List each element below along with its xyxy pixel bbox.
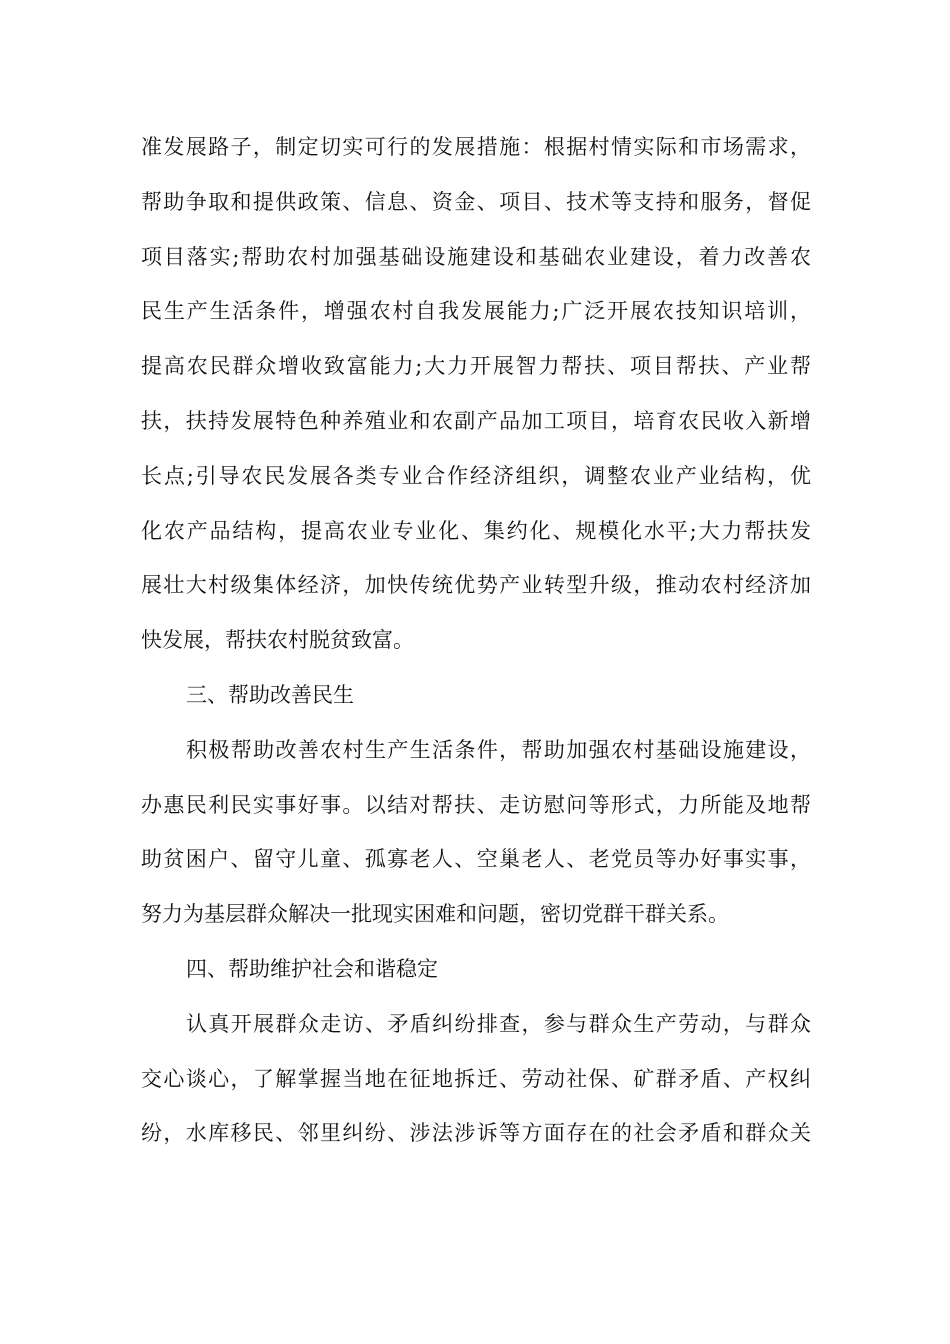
text-line: 扶，扶持发展特色种养殖业和农副产品加工项目，培育农民收入新增: [141, 408, 811, 433]
text-line: 展壮大村级集体经济，加快传统优势产业转型升级，推动农村经济加: [141, 573, 811, 598]
text-line: 准发展路子，制定切实可行的发展措施：根据村情实际和市场需求，: [141, 135, 811, 159]
text-line: 纷，水库移民、邻里纠纷、涉法涉诉等方面存在的社会矛盾和群众关: [141, 1121, 811, 1146]
text-line: 积极帮助改善农村生产生活条件，帮助加强农村基础设施建设，: [186, 737, 811, 762]
text-line: 交心谈心，了解掌握当地在征地拆迁、劳动社保、矿群矛盾、产权纠: [141, 1066, 811, 1091]
text-line: 助贫困户、留守儿童、孤寡老人、空巢老人、老党员等办好事实事，: [141, 847, 811, 872]
document-body: [141, 127, 811, 1168]
text-line: 提高农民群众增收致富能力;大力开展智力帮扶、项目帮扶、产业帮: [141, 354, 811, 379]
text-line: 民生产生活条件，增强农村自我发展能力;广泛开展农技知识培训，: [141, 299, 811, 324]
text-line: 帮助争取和提供政策、信息、资金、项目、技术等支持和服务，督促: [141, 189, 811, 214]
section-heading: 四、帮助维护社会和谐稳定: [186, 956, 438, 981]
text-line: 办惠民利民实事好事。以结对帮扶、走访慰问等形式，力所能及地帮: [141, 792, 811, 817]
section-heading: 三、帮助改善民生: [186, 682, 354, 707]
text-line: 项目落实;帮助农村加强基础设施建设和基础农业建设，着力改善农: [141, 244, 811, 269]
text-line: 认真开展群众走访、矛盾纠纷排查，参与群众生产劳动，与群众: [186, 1011, 811, 1036]
text-line: 努力为基层群众解决一批现实困难和问题，密切党群干群关系。: [141, 902, 729, 927]
text-line: 快发展，帮扶农村脱贫致富。: [141, 628, 414, 653]
text-line: 长点;引导农民发展各类专业合作经济组织，调整农业产业结构，优: [141, 463, 811, 488]
text-line: 化农产品结构，提高农业专业化、集约化、规模化水平;大力帮扶发: [141, 518, 811, 543]
